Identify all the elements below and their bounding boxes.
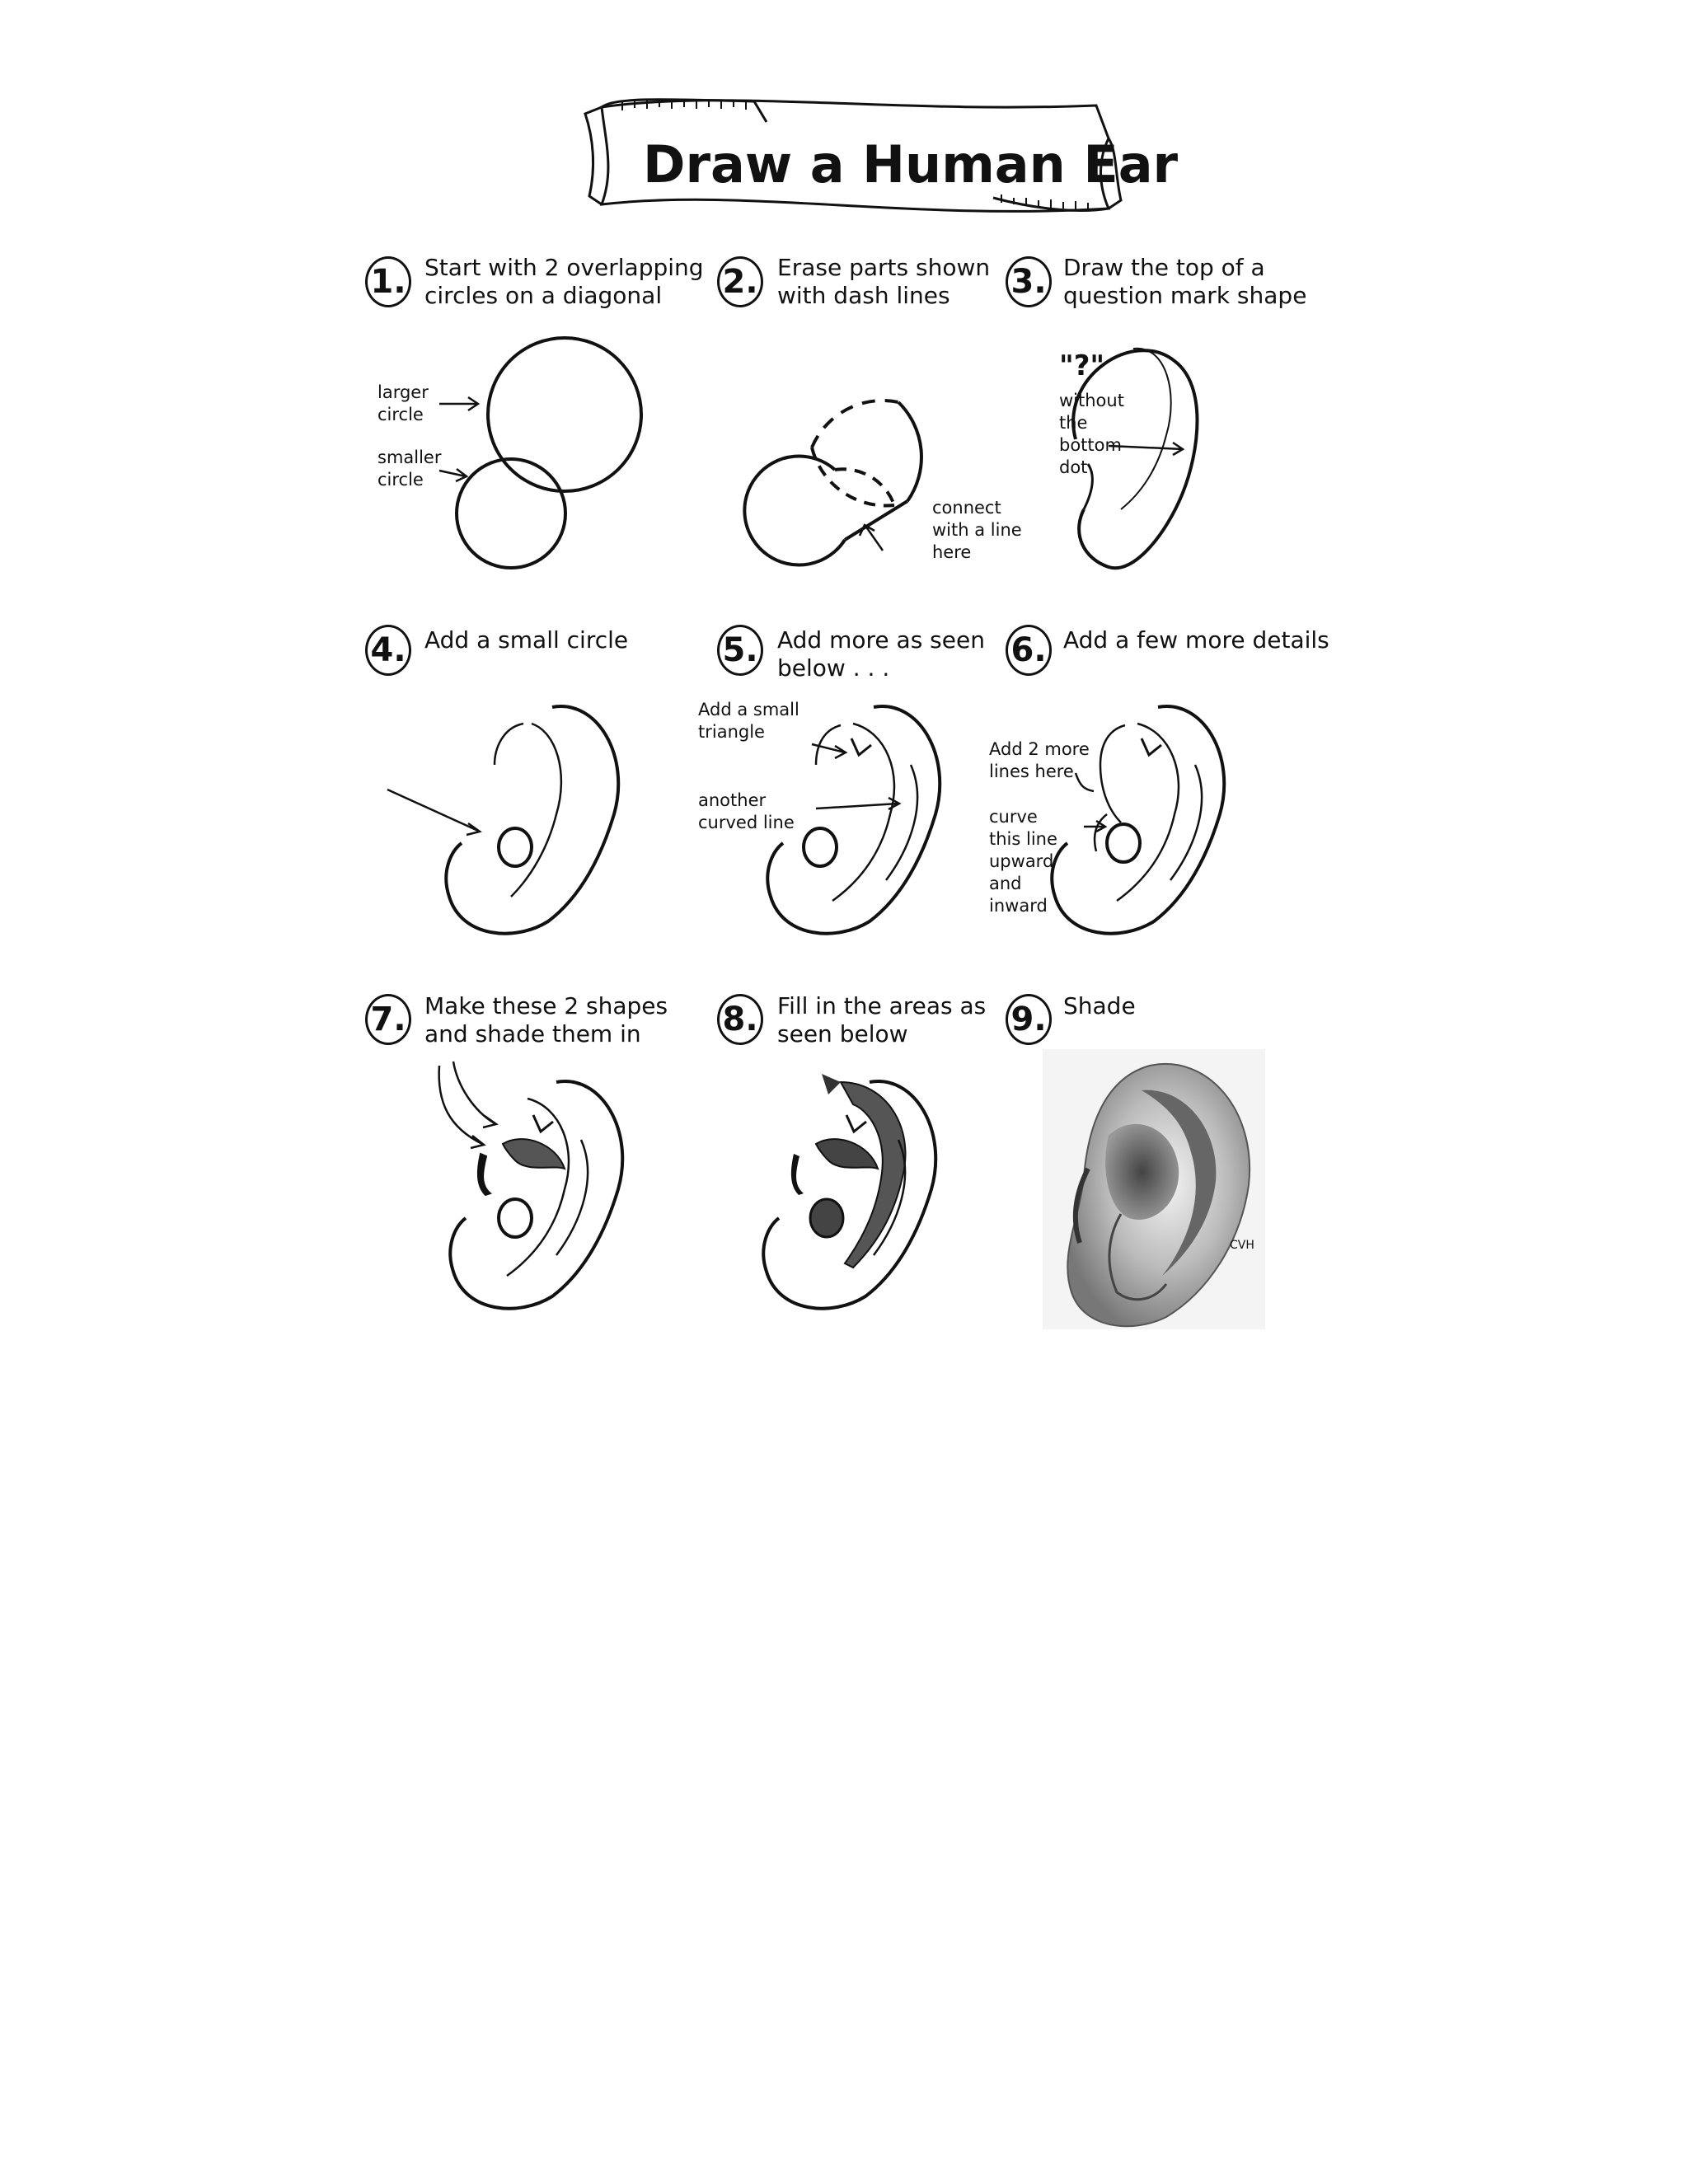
step-2-text: Erase parts shown with dash lines <box>777 254 991 309</box>
step-1-text: Start with 2 overlapping circles on a diagonal <box>424 254 704 309</box>
artist-signature: CVH <box>1230 1239 1254 1252</box>
two-more-lines-label: Add 2 more lines here <box>989 739 1090 781</box>
small-triangle-label: Add a small triangle <box>698 700 799 742</box>
step-2-number: 2. <box>717 256 763 307</box>
step-3-number: 3. <box>1006 256 1052 307</box>
without-dot-label: without the bottom dot <box>1059 391 1124 477</box>
step-4-number: 4. <box>365 625 411 676</box>
curve-line-label: curve this line upward and inward <box>989 807 1057 916</box>
step-9-shaded-ear-image <box>317 64 1356 1362</box>
step-8-text: Fill in the areas as seen below <box>777 992 987 1047</box>
step-8-number: 8. <box>717 994 763 1045</box>
drawing-tutorial-sheet <box>317 64 1356 1362</box>
smaller-circle-label: smaller circle <box>377 448 442 490</box>
another-curved-line-label: another curved line <box>698 790 795 832</box>
step-3-text: Draw the top of a question mark shape <box>1063 254 1307 309</box>
question-mark-label: "?" <box>1059 349 1105 382</box>
page-title: Draw a Human Ear <box>643 134 1179 194</box>
step-5-number: 5. <box>717 625 763 676</box>
step-9-text: Shade <box>1063 992 1136 1019</box>
step-6-number: 6. <box>1006 625 1052 676</box>
larger-circle-label: larger circle <box>377 382 429 424</box>
step-9-number: 9. <box>1006 994 1052 1045</box>
step-5-text: Add more as seen below . . . <box>777 626 985 682</box>
step-1-number: 1. <box>365 256 411 307</box>
step-7-number: 7. <box>365 994 411 1045</box>
step-4-text: Add a small circle <box>424 626 629 654</box>
connect-line-label: connect with a line here <box>932 498 1022 562</box>
step-6-text: Add a few more details <box>1063 626 1329 654</box>
step-7-text: Make these 2 shapes and shade them in <box>424 992 668 1047</box>
